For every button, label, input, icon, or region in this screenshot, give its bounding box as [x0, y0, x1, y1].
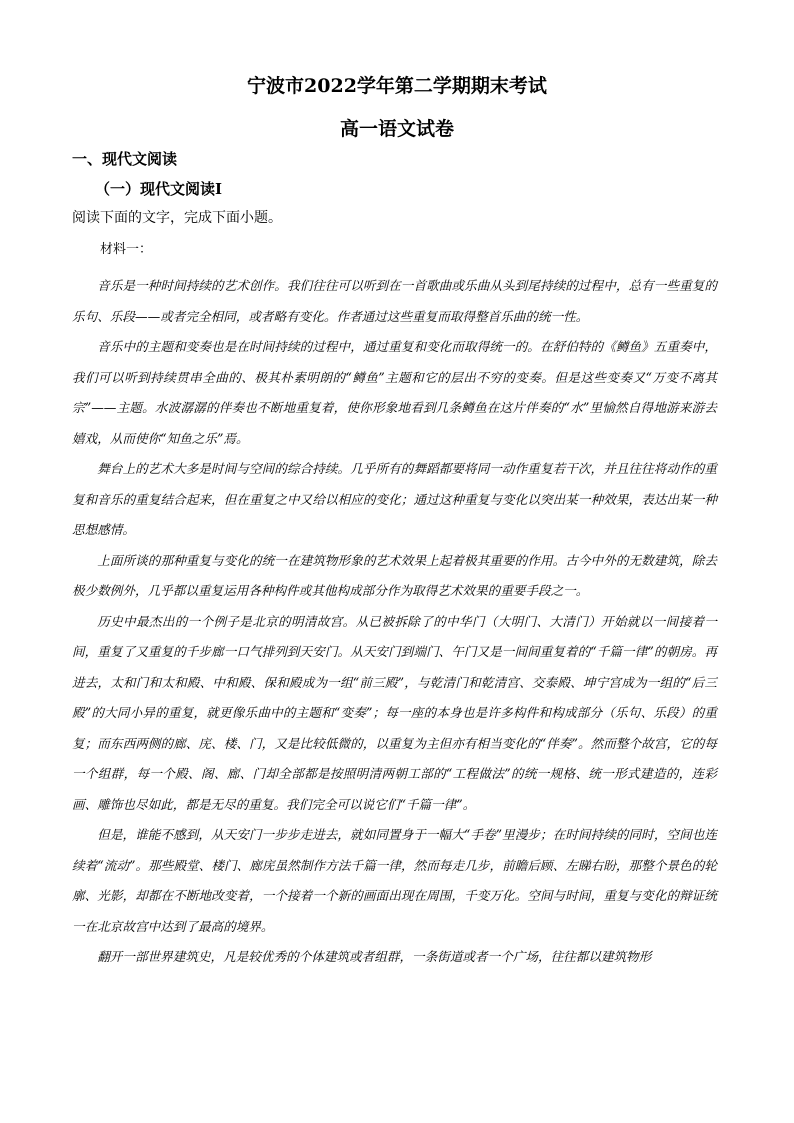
material-label: 材料一： [100, 242, 153, 257]
paragraph-1: 音乐是一种时间持续的艺术创作。我们往往可以听到在一首歌曲或乐曲从头到尾持续的过程中，总有一些重复的乐句、乐段——或者完全相同，或者略有变化。作者通过这些重复而取得整首乐曲的统一性。 [72, 278, 717, 324]
paragraph-3: 舞台上的艺术大多是时间与空间的综合持续。几乎所有的舞蹈都要将同一动作重复若干次，并且往往将动作的重复和音乐的重复结合起来，但在重复之中又给以相应的变化；通过这种重复与变化以突出某一种效果，表达出某一种思想感情。 [72, 461, 717, 537]
exam-title: 宁波市2022学年第二学期期末考试 [247, 75, 547, 97]
paragraph-7: 翻开一部世界建筑史，凡是较优秀的个体建筑或者组群，一条街道或者一个广场，往往都以建筑物形 [97, 949, 652, 964]
paragraph-5: 历史中最杰出的一个例子是北京的明清故宫。从已被拆除了的中华门（大明门、大清门）开始就以一间接着一间，重复了又重复的千步廊一口气排列到天安门。从天安门到端门、午门又是一间间重复着的“千篇一律”的朝房。再进去，太和门和太和殿、中和殿、保和殿成为一组“前三殿”，与乾清门和乾清宫、交泰殿、坤宁宫成为一组的“后三殿”的大同小异的重复，就更像乐曲中的主题和“变奏”；每一座的本身也是许多构件和构成部分（乐句、乐段）的重复；而东西两侧的廊、庑、楼、门，又是比较低微的，以重复为主但亦有相当变化的“伴奏”。然而整个故宫，它的每一个组群，每一个殿、阁、廊、门却全部都是按照明清两朝工部的“工程做法”的统一规格、统一形式建造的，连彩画、雕饰也尽如此，都是无尽的重复。我们完全可以说它们“千篇一律”。 [72, 613, 717, 812]
section-heading: 一、现代文阅读 [72, 150, 178, 168]
paragraph-6: 但是，谁能不感到，从天安门一步步走进去，就如同置身于一幅大“手卷”里漫步；在时间持续的同时，空间也连续着“流动”。那些殿堂、楼门、廊庑虽然制作方法千篇一律，然而每走几步，前瞻后顾、左睇右盼，那整个景色的轮廓、光影，却都在不断地改变着，一个接着一个新的画面出现在周围，千变万化。空间与时间，重复与变化的辩证统一在北京故宫中达到了最高的境界。 [72, 827, 717, 934]
material-body [72, 271, 717, 973]
subsection-heading: （一）现代文阅读Ⅰ [95, 180, 223, 198]
paragraph-2: 音乐中的主题和变奏也是在时间持续的过程中，通过重复和变化而取得统一的。在舒伯特的《鳟鱼》五重奏中，我们可以听到持续贯串全曲的、极其朴素明朗的“鳟鱼”主题和它的层出不穷的变奏。但是这些变奏又“万变不离其宗”——主题。水波潺潺的伴奏也不断地重复着，使你形象地看到几条鳟鱼在这片伴奏的“水”里愉然自得地游来游去嬉戏，从而使你“知鱼之乐”焉。 [72, 339, 717, 446]
instruction-text: 阅读下面的文字，完成下面小题。 [72, 210, 282, 226]
paragraph-4: 上面所谈的那种重复与变化的统一在建筑物形象的艺术效果上起着极其重要的作用。古今中外的无数建筑，除去极少数例外，几乎都以重复运用各种构件或其他构成部分作为取得艺术效果的重要手段之一。 [72, 552, 717, 598]
exam-subtitle: 高一语文试卷 [339, 118, 454, 140]
